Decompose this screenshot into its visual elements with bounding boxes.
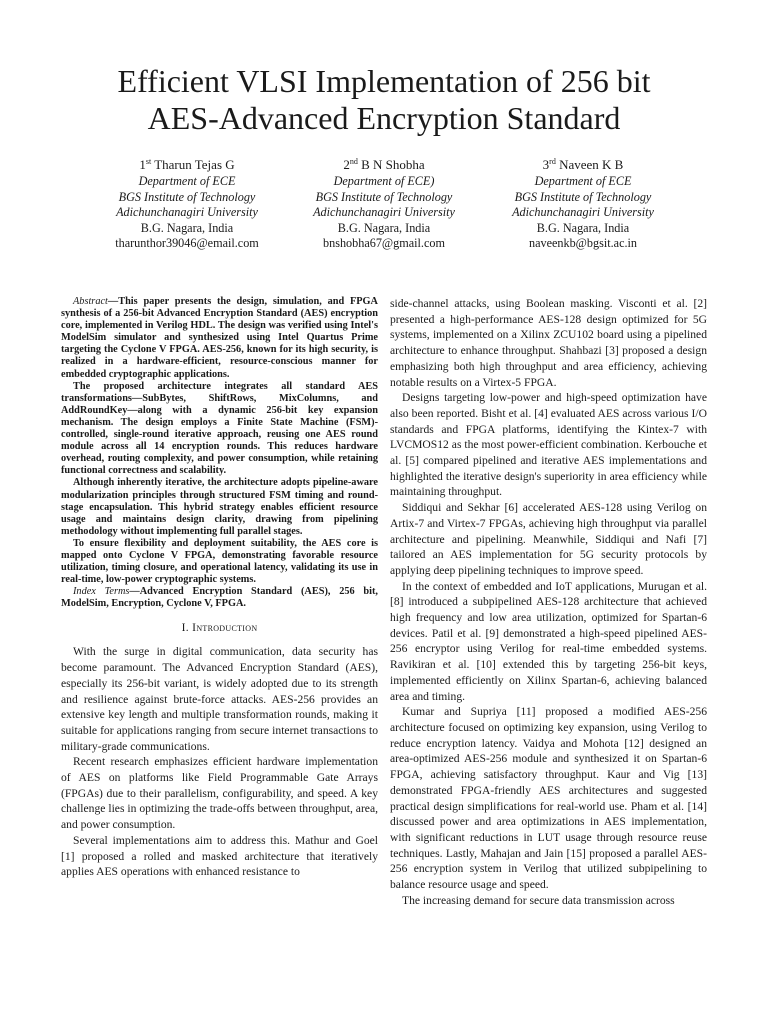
author-city: B.G. Nagara, India: [536, 220, 630, 235]
author-email: bnshobha67@gmail.com: [323, 236, 445, 251]
author-name: 1st Tharun Tejas G: [139, 157, 235, 172]
title-line-1: Efficient VLSI Implementation of 256 bit: [117, 63, 651, 99]
author-university: Adichunchanagiri University: [512, 205, 654, 220]
intro-paragraph-1: With the surge in digital communication, data security has become paramount. The Advanced Encryption Standard (AES), especially its 256-bit variant, is widely adopted due to its strength and resilience against brute-force attacks. AES-256 provides an extensive key length and multiple transformation rounds, making it suitable for applications ranging from secure internet transactions to military-grade communications.: [61, 645, 378, 753]
body-paragraph: Siddiqui and Sekhar [6] accelerated AES-128 using Verilog on Artix-7 and Virtex-7 FPGAs, achieving high throughput via parallel architecture and pipelining. Meanwhile, Siddiqui and Nafi [7] tailored an AES implementation for 5G security protocols by applying deep pipelining techniques to improve speed.: [390, 501, 707, 577]
body-paragraph: In the context of embedded and IoT applications, Murugan et al. [8] introduced a subpipelined AES-128 architecture that achieved high frequency and low area utilization, optimized for Spartan-6 devices. Patil et al. [9] demonstrated a high-speed pipelined AES-256 encryptor using Verilog for real-time embedded systems. Ravikiran et al. [10] extended this by targeting 256-bit keys, implemented efficiently on Xilinx Spartan-6, achieving balanced area and timing.: [390, 579, 707, 703]
author-block-1: [87, 154, 287, 252]
author-block-2: [284, 154, 484, 252]
author-name: 2nd B N Shobha: [343, 157, 425, 172]
index-terms-label: Index Terms: [73, 586, 130, 598]
left-column: [61, 296, 378, 880]
abstract-paragraph-4: To ensure flexibility and deployment suitability, the AES core is mapped onto Cyclone V FPGA, demonstrating favorable resource utilization, timing closure, and operational latency, validating its use in real-time, low-power cryptographic systems.: [61, 537, 378, 586]
author-email: tharunthor39046@email.com: [115, 236, 259, 251]
author-city: B.G. Nagara, India: [337, 220, 431, 235]
index-terms: Index Terms—Advanced Encryption Standard (AES), 256 bit, ModelSim, Encryption, Cyclone V, FPGA.: [61, 586, 378, 610]
abstract-paragraph-2: The proposed architecture integrates all standard AES transformations—SubBytes, ShiftRows, MixColumns, and AddRoundKey—along with a dynamic 256-bit key expansion mechanism. The design employs a Finite State Machine (FSM)-controlled, single-round iterative approach, reusing one AES round module across all 14 encryption rounds. This reduces hardware overhead, routing complexity, and power consumption, while retaining functional correctness and scalability.: [61, 380, 378, 477]
author-block-3: [483, 154, 683, 252]
author-university: Adichunchanagiri University: [313, 205, 455, 220]
author-department: Department of ECE): [333, 174, 435, 188]
author-department: Department of ECE: [138, 174, 236, 188]
intro-paragraph-2: Recent research emphasizes efficient hardware implementation of AES on platforms like Field Programmable Gate Arrays (FPGAs) due to their parallelism, configurability, and speed. A key challenge lies in optimizing the trade-offs between throughput, area, and power consumption.: [61, 755, 378, 832]
author-city: B.G. Nagara, India: [140, 220, 234, 235]
paper-title: [60, 63, 708, 137]
title-line-2: AES-Advanced Encryption Standard: [147, 100, 621, 136]
intro-paragraph-3: Several implementations aim to address this. Mathur and Goel [1] proposed a rolled and masked architecture that iteratively applies AES operations with enhanced resistance to: [61, 833, 378, 879]
author-department: Department of ECE: [534, 174, 632, 188]
abstract-paragraph-1: Abstract—This paper presents the design, simulation, and FPGA synthesis of a 256-bit Advanced Encryption Standard (AES) encryption core, implemented in Verilog HDL. The design was verified using Intel's ModelSim simulator and synthesized using Intel Quartus Prime targeting the Cyclone V FPGA. AES-256, known for its high security, is realized in a hardware-efficient, resource-conscious manner for embedded cryptographic applications.: [61, 296, 378, 380]
section-heading-introduction: I. Introduction: [181, 621, 258, 635]
author-name: 3rd Naveen K B: [542, 157, 624, 172]
abstract-label: Abstract: [73, 296, 108, 307]
body-paragraph: Designs targeting low-power and high-speed optimization have also been reported. Bisht et al. [4] evaluated AES across various I/O standards and FPGA platforms, identifying the Kintex-7 with LVCMOS12 as the most power-efficient combination. Kerbouche et al. [5] compared pipelined and iterative AES implementations and highlighted the iterative design's superiority in area efficiency while maintaining throughput.: [390, 391, 707, 499]
body-paragraph-continued: side-channel attacks, using Boolean masking. Visconti et al. [2] presented a high-performance AES-128 design optimized for 5G systems, implemented on a Xilinx ZCU102 board using a pipelined architecture to enhance throughput. Shahbazi [3] proposed a design emphasizing both high throughput and area efficiency, achieving notable results on a Virtex-5 FPGA.: [390, 297, 707, 389]
author-institution: BGS Institute of Technology: [118, 189, 256, 204]
body-paragraph: Kumar and Supriya [11] proposed a modified AES-256 architecture focused on optimizing key expansion, using Verilog to reduce encryption latency. Vaidya and Mohota [12] designed an area-optimized AES-256 module and synthesized it on Spartan-6 FPGA, achieving satisfactory throughput. Kaur and Vig [13] demonstrated FPGA-friendly AES architectures and suggested practical design simplifications for real-world use. Pham et al. [14] discussed power and area optimizations in AES implementation, with significant reductions in LUT usage through resource reuse techniques. Lastly, Mahajan and Jain [15] proposed a parallel AES-256 encryption system in Verilog that utilized subpipelining to balance resource usage and speed.: [390, 705, 707, 892]
author-institution: BGS Institute of Technology: [315, 189, 453, 204]
body-paragraph: The increasing demand for secure data transmission across: [402, 893, 675, 907]
author-university: Adichunchanagiri University: [116, 205, 258, 220]
right-column: [390, 296, 707, 908]
author-email: naveenkb@bgsit.ac.in: [528, 236, 637, 251]
abstract-paragraph-3: Although inherently iterative, the architecture adopts pipeline-aware modularization principles through structured FSM timing and round-stage encapsulation. This hybrid strategy enables efficient resource usage and maintains design clarity, drawing from pipelining methodology without implementing full parallel stages.: [61, 477, 378, 537]
abstract: [61, 296, 378, 610]
author-institution: BGS Institute of Technology: [514, 189, 652, 204]
